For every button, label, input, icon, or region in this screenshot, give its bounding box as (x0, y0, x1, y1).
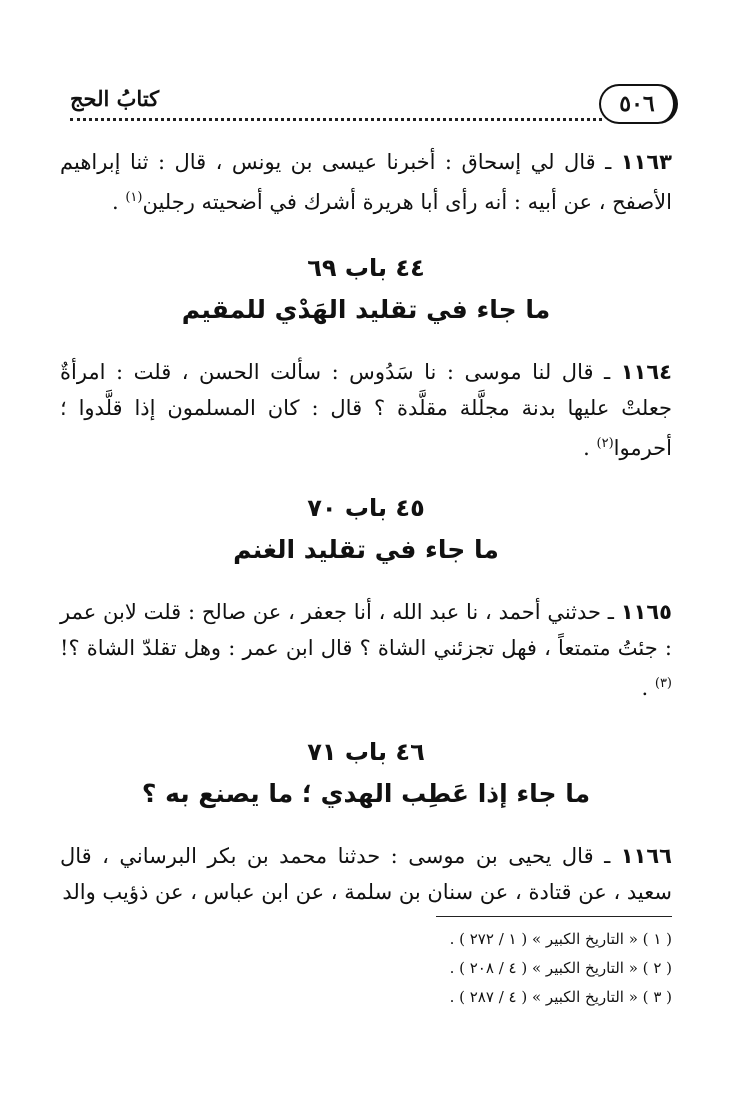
chapter-title: ما جاء في تقليد الهَدْي للمقيم (181, 295, 551, 324)
hadith-text: ـ قال لي إسحاق : أخبرنا عيسى بن يونس ، قال : ثنا إبراهيم الأصفح ، عن أبيه : أنه رأى أبا هريرة أشرك في أضحيته رجلين (60, 150, 672, 214)
chapter-title: ما جاء في تقليد الغنم (233, 535, 499, 564)
hadith-text: ـ قال لنا موسى : نا سَدُوس : سألت الحسن ، قلت : امرأةٌ جعلتْ عليها بدنة مجلَّلة مقلَّدة ؟ قال : كان المسلمون إذا قلَّدوا ؛ أحرموا (60, 360, 672, 460)
hadith-entry (60, 838, 672, 910)
book-page (60, 80, 672, 1012)
hadith-tail: . (111, 190, 126, 214)
footnotes (60, 925, 672, 1012)
hadith-entry (60, 354, 672, 466)
footnote-separator (436, 916, 672, 917)
chapter-number: ٤٦ باب ٧١ (307, 738, 425, 766)
footnote: ( ٢ ) « التاريخ الكبير » ( ٤ / ٢٠٨ ) . (449, 959, 672, 977)
chapter-heading (60, 732, 672, 816)
chapter-heading (60, 248, 672, 332)
footnote: ( ٣ ) « التاريخ الكبير » ( ٤ / ٢٨٧ ) . (449, 988, 672, 1006)
hadith-text: ـ قال يحيى بن موسى : حدثنا محمد بن بكر البرساني ، قال سعيد ، عن قتادة ، عن سنان بن سلمة ، عن ابن عباس ، عن ذؤيب والد (60, 844, 672, 904)
hadith-number: ١١٦٤ (620, 360, 672, 384)
hadith-tail: . (583, 436, 597, 460)
page-header (60, 80, 672, 120)
footnote-ref: (١) (125, 190, 143, 205)
chapter-number: ٤٤ باب ٦٩ (307, 254, 425, 282)
hadith-tail: . (641, 676, 655, 700)
chapter-number: ٤٥ باب ٧٠ (307, 494, 425, 522)
footnote-ref: (٣) (654, 676, 672, 691)
hadith-entry (60, 594, 672, 706)
hadith-number: ١١٦٥ (620, 600, 672, 624)
footnote: ( ١ ) « التاريخ الكبير » ( ١ / ٢٧٢ ) . (449, 930, 672, 948)
hadith-number: ١١٦٣ (620, 150, 672, 174)
hadith-number: ١١٦٦ (620, 844, 672, 868)
book-title: كتابُ الحج (70, 86, 160, 111)
page-number-badge: ٥٠٦ (599, 84, 678, 124)
footnote-ref: (٢) (596, 436, 614, 451)
hadith-entry (60, 144, 672, 220)
header-dotted-rule (70, 118, 602, 121)
chapter-heading (60, 488, 672, 572)
chapter-title: ما جاء إذا عَطِب الهدي ؛ ما يصنع به ؟ (141, 779, 591, 808)
hadith-text: ـ حدثني أحمد ، نا عبد الله ، أنا جعفر ، عن صالح : قلت لابن عمر : جئتُ متمتعاً ، فهل تجزئني الشاة ؟ قال ابن عمر : وهل تقلدّ الشاة ؟! (60, 600, 672, 660)
